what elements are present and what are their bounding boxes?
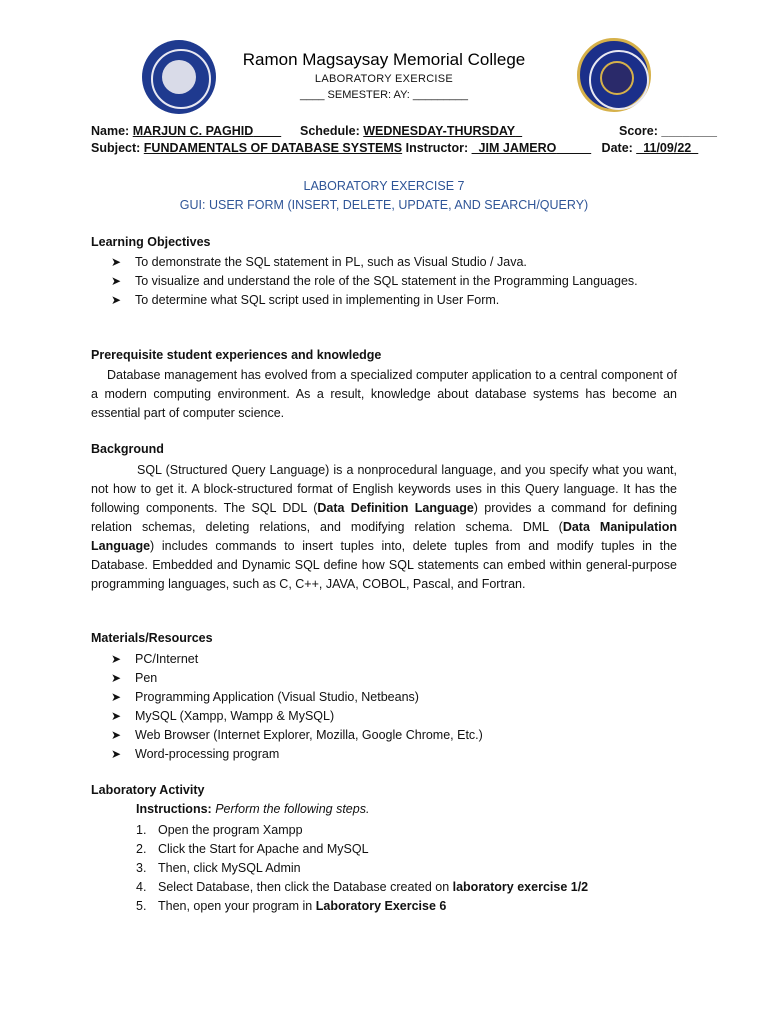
exercise-title: LABORATORY EXERCISE 7: [303, 179, 465, 193]
ddl-term: Data Definition Language: [317, 501, 474, 515]
list-item: ➤ Pen: [111, 669, 681, 688]
materials-heading: Materials/Resources: [91, 631, 213, 645]
name-value: MARJUN C. PAGHID: [132, 124, 254, 138]
activity-heading: Laboratory Activity: [91, 783, 205, 797]
instructor-tail: _____: [556, 141, 592, 155]
arrow-bullet-icon: ➤: [111, 747, 122, 761]
arrow-bullet-icon: ➤: [111, 293, 122, 307]
list-item: ➤ MySQL (Xampp, Wampp & MySQL): [111, 707, 681, 726]
name-label: Name:: [91, 124, 130, 138]
instructions-line: [136, 802, 369, 816]
name-row: [91, 124, 281, 138]
header-subtitle: LABORATORY EXERCISE: [314, 73, 454, 85]
list-item: ➤ To demonstrate the SQL statement in PL, such as Visual Studio / Java.: [111, 253, 681, 272]
gui-title: GUI: USER FORM (INSERT, DELETE, UPDATE, AND SEARCH/QUERY): [179, 198, 589, 212]
schedule-tail: _: [515, 124, 523, 138]
arrow-bullet-icon: ➤: [111, 255, 122, 269]
list-item: 2. Click the Start for Apache and MySQL: [136, 842, 369, 856]
instructor-label: Instructor:: [405, 141, 469, 155]
prereq-heading: Prerequisite student experiences and knowledge: [91, 348, 382, 362]
name-tail: ____: [253, 124, 282, 138]
objectives-heading: Learning Objectives: [91, 235, 211, 249]
steps-list: [136, 821, 696, 916]
arrow-bullet-icon: ➤: [111, 274, 122, 288]
college-name: Ramon Magsaysay Memorial College: [242, 50, 526, 69]
schedule-label: Schedule:: [300, 124, 360, 138]
semester-line: ____ SEMESTER: AY: _________: [300, 89, 468, 101]
list-item: ➤ To determine what SQL script used in implementing in User Form.: [111, 291, 681, 310]
arrow-bullet-icon: ➤: [111, 728, 122, 742]
schedule-value: WEDNESDAY-THURSDAY: [363, 124, 516, 138]
prereq-text: Database management has evolved from a specialized computer application to a central component of a modern computing environment. As a result, knowledge about database systems has become an essential part of computer science.: [91, 368, 677, 420]
list-item: ➤ PC/Internet: [111, 650, 681, 669]
subject-label: Subject:: [91, 141, 141, 155]
list-item: ➤ Programming Application (Visual Studio, Netbeans): [111, 688, 681, 707]
background-heading: Background: [91, 442, 164, 456]
score-value: ________: [661, 124, 718, 138]
subject-value: FUNDAMENTALS OF DATABASE SYSTEMS: [143, 141, 403, 155]
instructions-label: Instructions:: [136, 802, 212, 816]
date-value: _11/09/22_: [636, 141, 699, 155]
objectives-list: [111, 253, 681, 310]
list-item: ➤ Web Browser (Internet Explorer, Mozilla, Google Chrome, Etc.): [111, 726, 681, 745]
arrow-bullet-icon: ➤: [111, 709, 122, 723]
list-item: ➤ Word-processing program: [111, 745, 681, 764]
list-item: ➤ To visualize and understand the role of the SQL statement in the Programming Languages.: [111, 272, 681, 291]
date-label: Date:: [601, 141, 633, 155]
list-item: 5. Then, open your program in Laboratory Exercise 6: [136, 899, 447, 913]
instructor-value: _JIM JAMERO: [471, 141, 557, 155]
list-item: 3. Then, click MySQL Admin: [136, 861, 301, 875]
materials-list: [111, 650, 681, 764]
arrow-bullet-icon: ➤: [111, 652, 122, 666]
arrow-bullet-icon: ➤: [111, 671, 122, 685]
schedule-row: [300, 124, 522, 138]
arrow-bullet-icon: ➤: [111, 690, 122, 704]
score-row: [619, 124, 717, 138]
dml-term: Data Manipulation Language: [91, 520, 677, 553]
score-label: Score:: [619, 124, 658, 138]
list-item: 1. Open the program Xampp: [136, 823, 303, 837]
instructions-text: Perform the following steps.: [215, 802, 370, 816]
subject-row: [91, 141, 698, 155]
background-text: SQL (Structured Query Language) is a nonprocedural language, and you specify what you want, not how to get it. A block-structured format of English keywords uses in this Query language. It has the following components. The SQL DDL (Data Definition Language) provides a command for defining relation schemas, deleting relations, and modifying relation schema. DML (Data Manipulation Language) includes commands to insert tuples into, delete tuples from and modify tuples in the Database. Embedded and Dynamic SQL define how SQL statements can embed within general-purpose programming languages, such as C, C++, JAVA, COBOL, Pascal, and Fortran.: [91, 463, 678, 591]
list-item: 4. Select Database, then click the Database created on laboratory exercise 1/2: [136, 880, 589, 894]
